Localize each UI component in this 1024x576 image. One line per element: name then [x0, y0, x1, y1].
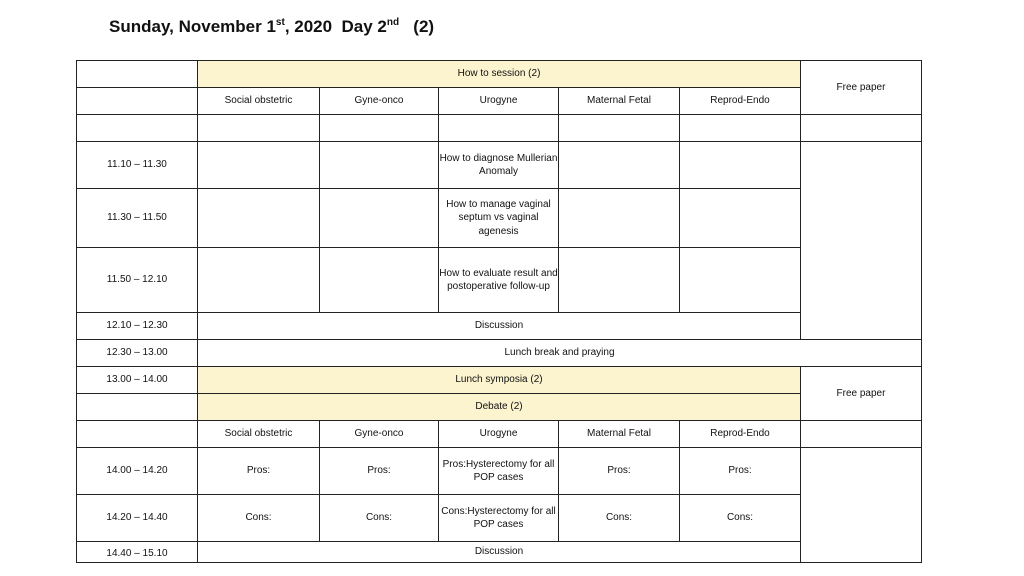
title-date: Sunday, November 1: [109, 17, 276, 36]
table-row: [77, 421, 922, 448]
urogyne-topic: How to diagnose Mullerian Anomaly: [439, 142, 559, 189]
cons-cell: Cons:: [198, 495, 320, 542]
empty-cell: [320, 189, 439, 248]
table-row: [77, 448, 922, 495]
free-paper-empty: [801, 142, 922, 340]
time-slot: 13.00 – 14.00: [77, 367, 198, 394]
empty-cell: [680, 142, 801, 189]
free-paper-empty: [801, 448, 922, 563]
table-row: [77, 394, 922, 421]
pros-cell: Pros:: [320, 448, 439, 495]
empty-cell: [198, 189, 320, 248]
table-row: [77, 340, 922, 367]
time-slot: 12.10 – 12.30: [77, 313, 198, 340]
table-row: [77, 367, 922, 394]
time-slot: 12.30 – 13.00: [77, 340, 198, 367]
lunch-break-cell: Lunch break and praying: [198, 340, 922, 367]
title-day-suffix: nd: [386, 17, 400, 28]
pros-cell: Pros:: [559, 448, 680, 495]
empty-cell: [77, 88, 198, 115]
column-header: Maternal Fetal: [559, 421, 680, 448]
column-header: Social obstetric: [198, 421, 320, 448]
column-header: Reprod-Endo: [680, 421, 801, 448]
empty-cell: [77, 421, 198, 448]
column-header: Reprod-Endo: [680, 88, 801, 115]
column-header: Social obstetric: [198, 88, 320, 115]
free-paper-label: Free paper: [801, 367, 922, 421]
title-year-day: , 2020 Day 2: [284, 17, 387, 36]
empty-cell: [320, 248, 439, 313]
pros-cell: Pros:: [680, 448, 801, 495]
column-header: Gyne-onco: [320, 421, 439, 448]
empty-cell: [559, 189, 680, 248]
empty-cell: [559, 248, 680, 313]
table-row: [77, 88, 922, 115]
urogyne-topic: How to manage vaginal septum vs vaginal agenesis: [439, 189, 559, 248]
time-slot: 11.50 – 12.10: [77, 248, 198, 313]
empty-cell: [559, 115, 680, 142]
pros-cell: Pros:: [198, 448, 320, 495]
cons-cell: Cons:: [680, 495, 801, 542]
how-to-session-header: How to session (2): [198, 61, 801, 88]
empty-cell: [680, 189, 801, 248]
empty-cell: [801, 421, 922, 448]
schedule-table: [76, 60, 922, 563]
table-row: [77, 115, 922, 142]
title-date-suffix: st: [275, 17, 285, 28]
empty-cell: [198, 115, 320, 142]
table-row: [77, 248, 922, 313]
time-slot: 14.40 – 15.10: [77, 542, 198, 563]
column-header: Maternal Fetal: [559, 88, 680, 115]
time-slot: 14.20 – 14.40: [77, 495, 198, 542]
empty-cell: [320, 115, 439, 142]
empty-cell: [198, 248, 320, 313]
column-header: Urogyne: [439, 421, 559, 448]
empty-cell: [77, 115, 198, 142]
lunch-symposia-header: Lunch symposia (2): [198, 367, 801, 394]
discussion-cell: Discussion: [198, 542, 801, 563]
pros-cell: Pros:Hysterectomy for all POP cases: [439, 448, 559, 495]
table-row: [77, 142, 922, 189]
empty-cell: [680, 248, 801, 313]
empty-cell: [559, 142, 680, 189]
empty-cell: [77, 394, 198, 421]
empty-cell: [77, 61, 198, 88]
cons-cell: Cons:Hysterectomy for all POP cases: [439, 495, 559, 542]
table-row: [77, 542, 922, 563]
empty-cell: [320, 142, 439, 189]
empty-cell: [198, 142, 320, 189]
empty-cell: [680, 115, 801, 142]
column-header: Urogyne: [439, 88, 559, 115]
empty-cell: [801, 115, 922, 142]
free-paper-label: Free paper: [801, 61, 922, 115]
time-slot: 14.00 – 14.20: [77, 448, 198, 495]
table-row: [77, 313, 922, 340]
urogyne-topic: How to evaluate result and postoperative follow-up: [439, 248, 559, 313]
table-row: [77, 495, 922, 542]
cons-cell: Cons:: [320, 495, 439, 542]
cons-cell: Cons:: [559, 495, 680, 542]
discussion-cell: Discussion: [198, 313, 801, 340]
page-title: [109, 17, 434, 37]
table-row: [77, 189, 922, 248]
time-slot: 11.30 – 11.50: [77, 189, 198, 248]
title-session-number: (2): [399, 17, 435, 36]
table-row: [77, 61, 922, 88]
column-header: Gyne-onco: [320, 88, 439, 115]
debate-header: Debate (2): [198, 394, 801, 421]
time-slot: 11.10 – 11.30: [77, 142, 198, 189]
empty-cell: [439, 115, 559, 142]
